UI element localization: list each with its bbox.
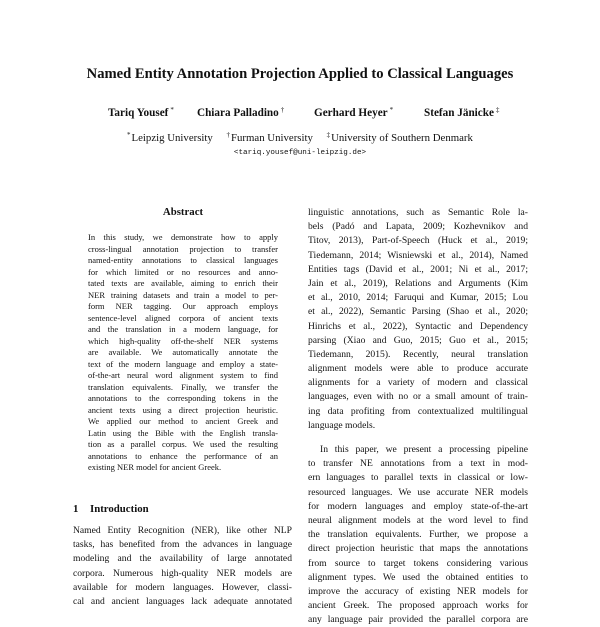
- text-line: Entities tags (David et al., 2001; Ni et al., 2017;: [308, 263, 528, 275]
- affiliation: [227, 132, 313, 144]
- text-line: Tiedemann, 2014; Wisniewski et al., 2014), Named: [308, 249, 528, 261]
- text-line: ing data profiting from contextualized multilingual: [308, 405, 528, 417]
- author: [108, 106, 174, 119]
- text-line: direct projection heuristic that maps the annotations: [308, 543, 528, 555]
- section-number: 1: [73, 503, 79, 515]
- text-line: et al., 2010, 2014; Faruqui and Kumar, 2015; Lou: [308, 292, 528, 304]
- text-line: alignments for a variety of modern and classical: [308, 377, 528, 389]
- text-line: languages, even with no or a small amount of train-: [308, 391, 528, 403]
- author: [197, 106, 284, 119]
- author-name: Chiara Palladino: [197, 107, 279, 119]
- author: [314, 106, 393, 119]
- text-line: In this paper, we present a processing pipeline: [320, 444, 528, 455]
- affiliation: [327, 132, 473, 144]
- text-line: sentence-level aligned corpora of ancient texts: [88, 312, 278, 323]
- text-line: modeling and the availability of large annotated: [73, 553, 292, 565]
- abstract-body: [88, 232, 278, 474]
- text-line: named-entity annotations to classical languages: [88, 255, 278, 266]
- text-line: Hinrichs et al., 2022), Syntactic and Dependency: [308, 320, 528, 332]
- text-line: available for modern languages. However, classi-: [73, 581, 292, 593]
- affiliation-mark: ‡: [326, 131, 331, 139]
- section-title: Introduction: [90, 503, 149, 515]
- text-line: Jain et al., 2019), Relations and Arguments (Kim: [308, 277, 528, 289]
- affiliation-name: Furman University: [231, 132, 313, 144]
- text-line: for which limited or no resources and anno-: [88, 266, 278, 277]
- contact-email: <tariq.yousef@uni-leipzig.de>: [233, 149, 367, 157]
- affiliation-mark: †: [226, 131, 231, 139]
- text-line: are available. We automatically annotate the: [88, 347, 278, 358]
- text-line: et al., 2022), Semantic Parsing (Shao et al., 2020;: [308, 306, 528, 318]
- text-line: Titov, 2013), Part-of-Speech (Huck et al., 2019;: [308, 235, 528, 247]
- text-line: corpora. Numerous high-quality NER models are: [73, 567, 292, 579]
- affiliation-name: University of Southern Denmark: [331, 132, 473, 144]
- affiliation-mark: *: [127, 131, 131, 139]
- introduction-body: [73, 524, 292, 609]
- author-mark: ‡: [495, 106, 500, 114]
- text-line: existing NER model for ancient Greek.: [88, 462, 222, 473]
- text-line: resourced languages. We use accurate NER models: [308, 486, 528, 498]
- text-line: Named Entity Recognition (NER), like other NLP: [73, 525, 292, 536]
- text-line: of-the-art neural word alignment system to find: [88, 370, 278, 381]
- author: [424, 106, 499, 119]
- text-line: neural alignment models at the word level to find: [308, 514, 528, 526]
- text-line: which high-quality off-the-shelf NER systems: [88, 335, 278, 346]
- author-mark: †: [280, 106, 285, 114]
- author-name: Tariq Yousef: [108, 107, 169, 119]
- text-line: In this study, we demonstrate how to apply: [88, 232, 278, 242]
- text-line: ancient texts using a direct projection heuristic.: [88, 404, 278, 415]
- text-line: tasks, has benefited from the advances in language: [73, 539, 292, 551]
- affiliation-list: [0, 131, 600, 144]
- section-heading-introduction: [73, 503, 149, 515]
- right-column: [308, 206, 528, 627]
- text-line: and the translation in a modern language, for: [88, 324, 278, 335]
- author-mark: *: [389, 106, 394, 114]
- text-line: text of the modern language and employ a state-: [88, 358, 278, 369]
- text-line: improve the accuracy of existing NER models for: [308, 585, 528, 597]
- text-line: to transfer NE annotations from a text in mod-: [308, 458, 528, 470]
- text-line: for modern languages and employ state-of-the-art: [308, 500, 528, 512]
- text-line: alignment types. We used the obtained entities to: [308, 571, 528, 583]
- text-line: the translation equivalents. Further, we propose a: [308, 529, 528, 541]
- text-line: form NER tagging. Our approach employs: [88, 301, 278, 312]
- author-mark: *: [170, 106, 174, 114]
- author-name: Gerhard Heyer: [314, 107, 388, 119]
- affiliation: [127, 132, 213, 144]
- text-line: translation equivalents. Finally, we transfer the: [88, 381, 278, 392]
- abstract-heading: Abstract: [162, 206, 204, 218]
- text-line: linguistic annotations, such as Semantic Role la-: [308, 207, 528, 218]
- text-line: Tiedemann, 2015). Recently, neural translation: [308, 348, 528, 360]
- text-line: cal and ancient languages lack adequate annotated: [73, 595, 292, 607]
- text-line: ern languages to parallel texts in classical or low-: [308, 472, 528, 484]
- author-name: Stefan Jänicke: [424, 107, 494, 119]
- text-line: We applied our method to ancient Greek and: [88, 416, 278, 427]
- text-line: alignment models were able to produce accurate: [308, 363, 528, 375]
- text-line: NER training datasets and train a model to per-: [88, 289, 278, 300]
- text-line: tion as a parallel corpus. We used the resulting: [88, 439, 278, 450]
- text-line: language models.: [308, 419, 376, 431]
- text-line: tated texts are available, aiming to enrich their: [88, 278, 278, 289]
- text-line: ancient Greek. The proposed approach works for: [308, 600, 528, 612]
- text-line: Latin using the Bible with the English transla-: [88, 427, 278, 438]
- paper-title: Named Entity Annotation Projection Applied to Classical Languages: [86, 66, 514, 82]
- text-line: cross-lingual annotation projection to transfer: [88, 243, 278, 254]
- text-line: parsing (Xiao and Guo, 2015; Guo et al., 2015;: [308, 334, 528, 346]
- text-line: annotations to enhance the performance of an: [88, 450, 278, 461]
- affiliation-name: Leipzig University: [131, 132, 213, 144]
- text-line: annotations to the corresponding tokens in the: [88, 393, 278, 404]
- text-line: any language pair provided the parallel corpora are: [308, 614, 528, 626]
- text-line: bels (Padó and Lapata, 2009; Kozhevnikov and: [308, 221, 528, 233]
- author-list: [0, 106, 600, 122]
- text-line: from source to target tokens considering various: [308, 557, 528, 569]
